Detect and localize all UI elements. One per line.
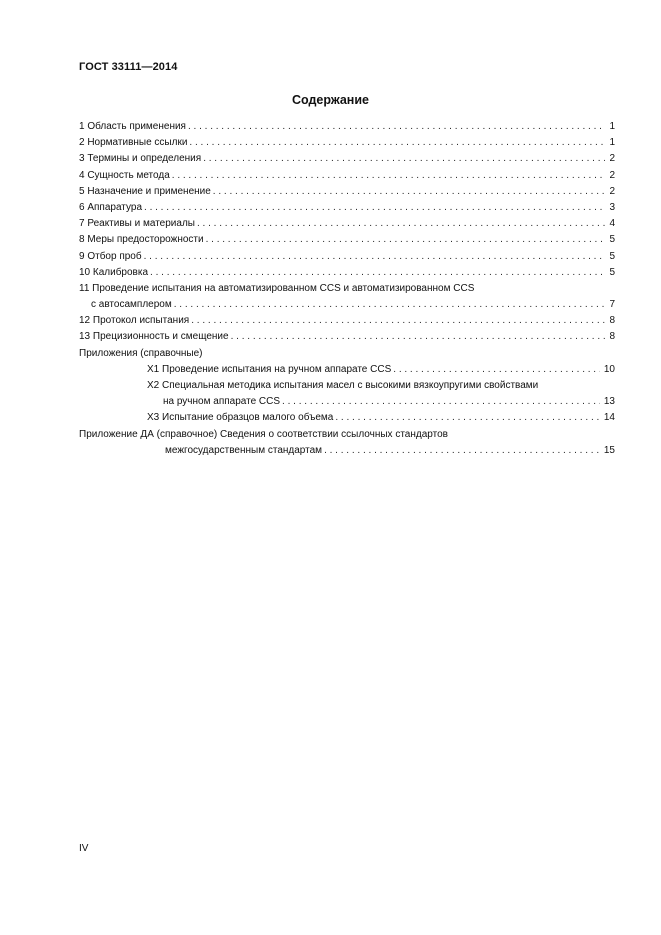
toc-page-number: 3 <box>609 201 615 213</box>
toc-entry-7[interactable]: 7 Реактивы и материалы . . . 4 <box>79 216 615 232</box>
toc-page-number: 15 <box>603 444 615 456</box>
toc-page-number: 2 <box>609 153 615 165</box>
appendix-x2[interactable]: X2 Специальная методика испытания масел с высокими вязкоупругими свойствами <box>147 380 539 391</box>
appendix-x3[interactable]: X3 Испытание образцов малого объема . . . 14 <box>79 410 615 426</box>
toc-page-number: 2 <box>609 185 615 197</box>
toc-entry-13[interactable]: 13 Прецизионность и смещение . . . 8 <box>79 329 615 345</box>
toc-page-number: 5 <box>609 266 615 278</box>
toc-entry-9[interactable]: 9 Отбор проб . . . 5 <box>79 249 615 265</box>
toc-page-number: 4 <box>609 218 615 230</box>
toc-page-number: 10 <box>603 363 615 375</box>
page-number: IV <box>79 843 89 854</box>
toc-page-number: 14 <box>603 412 615 424</box>
toc-entry-6[interactable]: 6 Аппаратура . . . 3 <box>79 200 615 216</box>
toc-entry-11[interactable]: 11 Проведение испытания на автоматизированном CCS и автоматизированном CCS <box>79 282 475 294</box>
toc-page-number: 1 <box>609 121 615 132</box>
toc-entry-3[interactable]: 3 Термины и определения . . . 2 <box>79 151 615 167</box>
appendix-da[interactable]: Приложение ДА (справочное) Сведения о соответствии ссылочных стандартов <box>79 428 448 440</box>
toc-page-number: 8 <box>609 315 615 327</box>
toc-page-number: 5 <box>609 234 615 246</box>
toc-page-number: 7 <box>609 299 615 311</box>
toc-page-number: 8 <box>609 331 615 343</box>
appendix-x1[interactable]: X1 Проведение испытания на ручном аппарате CCS . . . 10 <box>79 362 615 378</box>
toc-page-number: 2 <box>609 169 615 181</box>
toc-page-number: 13 <box>603 396 615 408</box>
document-code: ГОСТ 33111—2014 <box>79 61 178 73</box>
toc-entry-11-continuation[interactable]: с автосамплером . . . 7 <box>79 297 615 313</box>
toc-entry-2[interactable]: 2 Нормативные ссылки . . . 1 <box>79 135 615 151</box>
page-title: Содержание <box>291 93 369 107</box>
table-of-contents <box>79 119 615 459</box>
toc-entry-12[interactable]: 12 Протокол испытания . . . 8 <box>79 313 615 329</box>
toc-entry-8[interactable]: 8 Меры предосторожности . . . 5 <box>79 232 615 248</box>
toc-page-number: 5 <box>609 250 615 262</box>
appendix-da-continuation[interactable]: межгосударственным стандартам . . . 15 <box>79 443 615 459</box>
appendices-heading: Приложения (справочные) <box>79 347 203 359</box>
toc-entry-10[interactable]: 10 Калибровка . . . 5 <box>79 265 615 281</box>
appendix-x2-continuation[interactable]: на ручном аппарате CCS . . . 13 <box>79 394 615 410</box>
toc-page-number: 1 <box>609 137 615 149</box>
toc-entry-5[interactable]: 5 Назначение и применение . . . 2 <box>79 184 615 200</box>
toc-entry-1[interactable]: 1 Область применения . . . 1 <box>79 119 615 135</box>
toc-entry-4[interactable]: 4 Сущность метода . . . 2 <box>79 168 615 184</box>
